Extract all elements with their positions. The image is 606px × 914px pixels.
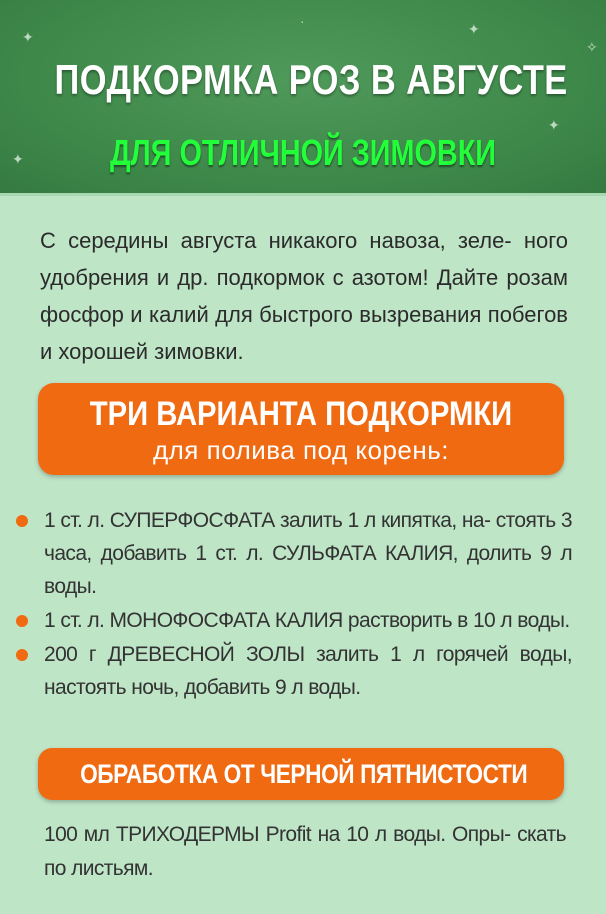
- treatment-text: 100 мл ТРИХОДЕРМЫ Profit на 10 л воды. Опры- скать по листьям.: [44, 823, 566, 880]
- sparkle-icon: ·: [300, 13, 305, 29]
- sparkle-icon: ✦: [468, 21, 480, 37]
- bullet-dot-icon: [16, 649, 28, 661]
- treatment-banner-title: ОБРАБОТКА ОТ ЧЕРНОЙ ПЯТНИСТОСТИ: [80, 759, 528, 789]
- header-banner: [0, 0, 606, 196]
- treatment-banner: [38, 748, 564, 800]
- options-banner-subtitle: для полива под корень:: [152, 435, 450, 465]
- sparkle-icon: ✦: [12, 151, 24, 167]
- page-subtitle: ДЛЯ ОТЛИЧНОЙ ЗИМОВКИ: [110, 132, 496, 173]
- list-item-text: 1 ст. л. СУПЕРФОСФАТА залить 1 л кипятка, на- стоять 3 часа, добавить 1 ст. л. СУЛЬФАТА КАЛИЯ, долить 9 л воды.: [44, 509, 572, 598]
- list-item: [12, 604, 572, 637]
- sparkle-icon: ✦: [22, 29, 34, 45]
- page-title: ПОДКОРМКА РОЗ В АВГУСТЕ: [54, 56, 568, 103]
- list-item: [12, 504, 572, 603]
- options-banner: [38, 383, 564, 475]
- bullet-dot-icon: [16, 615, 28, 627]
- list-item: [12, 638, 572, 704]
- list-item-text: 1 ст. л. МОНОФОСФАТА КАЛИЯ растворить в 10 л воды.: [44, 609, 570, 632]
- sparkle-icon: ✦: [548, 117, 560, 133]
- list-item-text: 200 г ДРЕВЕСНОЙ ЗОЛЫ залить 1 л горячей воды, настоять ночь, добавить 9 л воды.: [44, 643, 572, 699]
- sparkle-icon: ✧: [586, 39, 598, 55]
- options-list: [12, 504, 572, 704]
- bullet-dot-icon: [16, 515, 28, 527]
- intro-paragraph: С середины августа никакого навоза, зеле- ного удобрения и др. подкормок с азотом! Дайте розам фосфор и калий для быстрого вызревания побегов и хорошей зимовки.: [40, 228, 568, 364]
- options-banner-title: ТРИ ВАРИАНТА ПОДКОРМКИ: [89, 395, 513, 433]
